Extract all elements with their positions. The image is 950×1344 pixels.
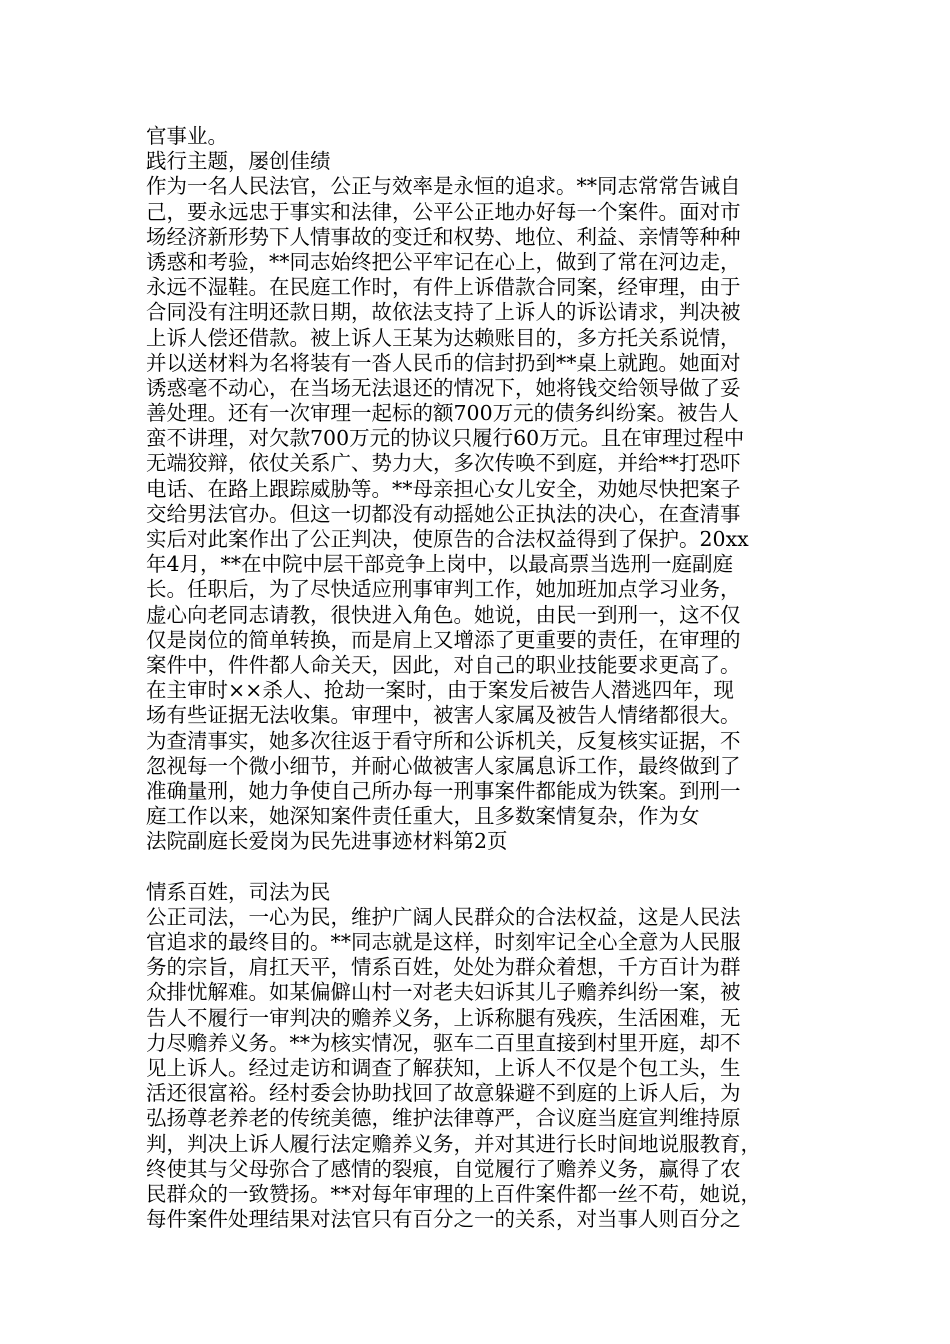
- section-1-line: 准确量刑，她力争使自己所办每一刑事案件都能成为铁案。到刑一: [146, 778, 741, 803]
- section-1-line: 作为一名人民法官，公正与效率是永恒的追求。**同志常常告诫自: [146, 174, 741, 199]
- section-1-line: 诱惑和考验，**同志始终把公平牢记在心上，做到了常在河边走，: [146, 249, 741, 274]
- section-1-line: 场有些证据无法收集。审理中，被害人家属及被告人情绪都很大。: [146, 703, 741, 728]
- document-section-1: [146, 124, 806, 854]
- section-1-line: 善处理。还有一次审理一起标的额700万元的债务纠纷案。被告人: [146, 401, 739, 426]
- section-1-line: 场经济新形势下人情事故的变迁和权势、地位、利益、亲情等种种: [146, 224, 741, 249]
- section-2-line: 见上诉人。经过走访和调查了解获知，上诉人不仅是个包工头，生: [146, 1055, 741, 1080]
- section-2-line: 情系百姓，司法为民: [146, 879, 331, 904]
- section-2-line: 告人不履行一审判决的赡养义务，上诉称腿有残疾，生活困难，无: [146, 1005, 741, 1030]
- section-2-line: 务的宗旨，肩扛天平，情系百姓，处处为群众着想，千方百计为群: [146, 955, 741, 980]
- section-1-line: 己，要永远忠于事实和法律，公平公正地办好每一个案件。面对市: [146, 199, 741, 224]
- section-1-line: 诱惑毫不动心，在当场无法退还的情况下，她将钱交给领导做了妥: [146, 375, 741, 400]
- section-1-line: 忽视每一个微小细节，并耐心做被害人家属息诉工作，最终做到了: [146, 753, 741, 778]
- section-1-line: 并以送材料为名将装有一沓人民币的信封扔到**桌上就跑。她面对: [146, 350, 741, 375]
- section-1-line: 无端狡辩，依仗关系广、势力大，多次传唤不到庭，并给**打恐吓: [146, 451, 741, 476]
- section-1-line: 上诉人偿还借款。被上诉人王某为达赖账目的，多方托关系说情，: [146, 325, 741, 350]
- section-2-line: 终使其与父母弥合了感情的裂痕，自觉履行了赡养义务，赢得了农: [146, 1156, 741, 1181]
- section-1-line: 长。任职后，为了尽快适应刑事审判工作，她加班加点学习业务，: [146, 577, 741, 602]
- section-1-line: 仅是岗位的简单转换，而是肩上又增添了更重要的责任，在审理的: [146, 627, 741, 652]
- section-2-line: 活还很富裕。经村委会协助找回了故意躲避不到庭的上诉人后，为: [146, 1081, 741, 1106]
- section-1-line: 年4月，**在中院中层干部竞争上岗中，以最高票当选刑一庭副庭: [146, 552, 734, 577]
- section-2-line: 判，判决上诉人履行法定赡养义务，并对其进行长时间地说服教育，: [146, 1131, 761, 1156]
- section-1-line: 实后对此案作出了公正判决，使原告的合法权益得到了保护。20xx: [146, 527, 749, 551]
- section-1-line: 电话、在路上跟踪威胁等。**母亲担心女儿安全，劝她尽快把案子: [146, 476, 741, 501]
- section-1-line: 合同没有注明还款日期，故依法支持了上诉人的诉讼请求，判决被: [146, 300, 741, 325]
- section-2-line: 公正司法，一心为民，维护广阔人民群众的合法权益，这是人民法: [146, 904, 741, 929]
- section-1-line: 永远不湿鞋。在民庭工作时，有件上诉借款合同案，经审理，由于: [146, 275, 741, 300]
- section-1-line: 案件中，件件都人命关天，因此，对自己的职业技能要求更高了。: [146, 652, 741, 677]
- document-body: [146, 124, 806, 1232]
- section-2-line: 官追求的最终目的。**同志就是这样，时刻牢记全心全意为人民服: [146, 930, 741, 954]
- section-2-line: 民群众的一致赞扬。**对每年审理的上百件案件都一丝不苟，她说，: [146, 1181, 761, 1206]
- section-1-line: 官事业。: [146, 124, 228, 148]
- section-1-line: 虚心向老同志请教，很快进入角色。她说，由民一到刑一，这不仅: [146, 602, 741, 627]
- paragraph-gap: [146, 854, 806, 879]
- section-2-line: 力尽赡养义务。**为核实情况，驱车二百里直接到村里开庭，却不: [146, 1030, 741, 1055]
- section-1-line: 为查清事实，她多次往返于看守所和公诉机关，反复核实证据，不: [146, 728, 741, 753]
- section-1-line: 交给男法官办。但这一切都没有动摇她公正执法的决心，在查清事: [146, 501, 741, 526]
- section-1-line: 践行主题，屡创佳绩: [146, 149, 331, 174]
- section-1-line: 在主审时××杀人、抢劫一案时，由于案发后被告人潜逃四年，现: [146, 678, 734, 703]
- section-1-line: 庭工作以来，她深知案件责任重大，且多数案情复杂，作为女: [146, 804, 700, 829]
- section-1-line: 蛮不讲理，对欠款700万元的协议只履行60万元。且在审理过程中: [146, 426, 745, 451]
- section-1-line: 法院副庭长爱岗为民先进事迹材料第2页: [146, 829, 508, 854]
- document-section-2: [146, 880, 806, 1233]
- section-2-line: 众排忧解难。如某偏僻山村一对老夫妇诉其儿子赡养纠纷一案，被: [146, 980, 741, 1005]
- section-2-line: 弘扬尊老养老的传统美德，维护法律尊严，合议庭当庭宣判维持原: [146, 1106, 741, 1131]
- section-2-line: 每件案件处理结果对法官只有百分之一的关系，对当事人则百分之: [146, 1207, 741, 1232]
